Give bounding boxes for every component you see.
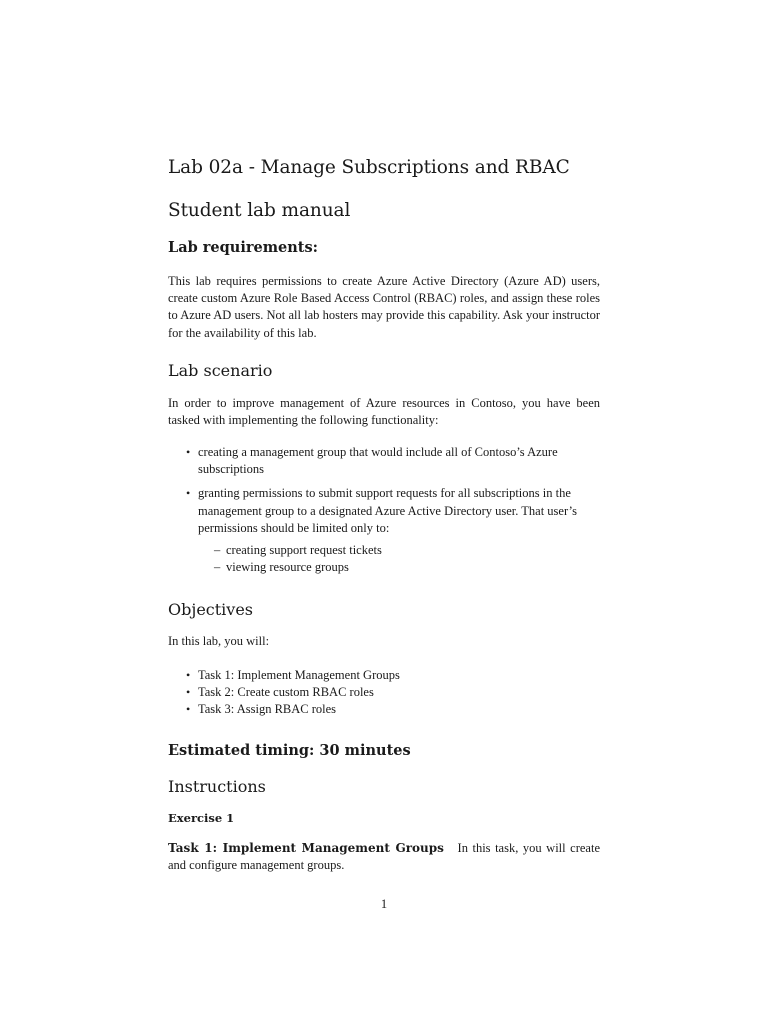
list-item: • creating a management group that would include all of Contoso’s Azure subscriptions [168,444,600,478]
task1-paragraph [168,840,600,874]
list-item: • Task 1: Implement Management Groups [168,667,600,684]
scenario-paragraph: In order to improve management of Azure resources in Contoso, you have been tasked with implementing the following functionality: [168,396,600,428]
scenario-heading: Lab scenario [168,361,273,380]
task1-description: In this task, you will create and configure management groups. [168,841,600,873]
requirements-paragraph: This lab requires permissions to create Azure Active Directory (Azure AD) users, create custom Azure Role Based Access Control (RBAC) roles, and assign these roles to Azure AD users. Not all lab hosters may provide this capability. Ask your instructor for the availability of this lab. [168,274,600,340]
list-item: • Task 3: Assign RBAC roles [168,701,600,718]
exercise-heading: Exercise 1 [168,811,235,825]
list-item: – viewing resource groups [168,559,600,576]
document-title: Lab 02a - Manage Subscriptions and RBAC [168,157,570,178]
list-item: • granting permissions to submit support requests for all subscriptions in the management group to a designated Azure Active Directory user. That user’s permissions should be limited only to: [168,485,600,537]
scenario-list [168,444,600,537]
scenario-sublist [168,542,600,576]
objectives-paragraph: In this lab, you will: [168,634,270,648]
list-item: – creating support request tickets [168,542,600,559]
requirements-heading: Lab requirements: [168,239,319,256]
page-number: 1 [380,897,388,911]
objectives-list [168,667,600,719]
objectives-heading: Objectives [168,600,254,619]
instructions-heading: Instructions [168,777,266,796]
document-subtitle: Student lab manual [168,200,351,221]
list-item: • Task 2: Create custom RBAC roles [168,684,600,701]
timing-heading: Estimated timing: 30 minutes [168,742,411,759]
task1-label: Task 1: Implement Management Groups [168,841,444,855]
